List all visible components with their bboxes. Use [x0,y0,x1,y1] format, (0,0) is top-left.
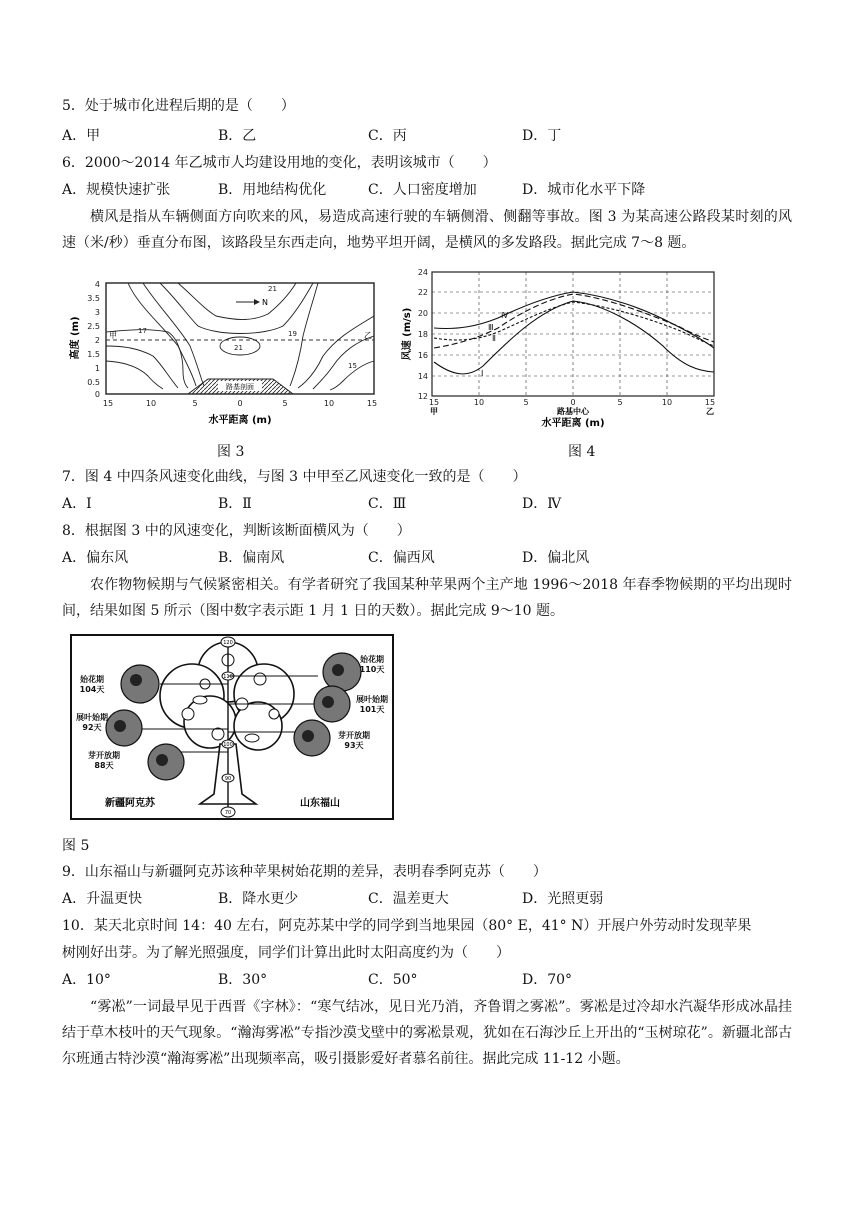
fig4-ytick: 14 [417,372,428,381]
q7-stem: 7．图 4 中四条风速变化曲线，与图 3 中甲至乙风速变化一致的是（ ） [62,469,527,485]
fig5-right-stage-name: 展叶始期 [356,695,388,704]
q9-options [62,889,782,909]
fig3-ylabel: 高度 (m) [70,316,81,360]
fig5-left-name: 新疆阿克苏 [105,798,155,809]
q8-options [62,548,782,568]
fig3-xtick: 10 [323,399,335,408]
fig5-left-stage-day: 104天 [79,685,105,694]
fig4-ytick: 16 [417,351,428,360]
fig4-xtick: 10 [473,398,485,407]
q6-stem: 6．2000～2014 年乙城市人均建设用地的变化，表明该城市（ ） [62,155,497,171]
fig3-xtick: 5 [192,399,198,408]
fig4-xtick: 15 [704,398,716,407]
fig3-contour-label: 21 [234,344,243,352]
fig4-series-label: Ⅳ [501,311,509,320]
fig4-xtick: 10 [661,398,673,407]
q10-stem-line1: 10．某天北京时间 14：40 左右，阿克苏某中学的同学到当地果园（80° E，41° N）开展户外劳动时发现苹果 [62,918,752,934]
q7-option-d: D．Ⅳ [522,496,562,512]
q5-option-c: C．丙 [368,128,407,144]
fig3-xtick: 15 [366,399,378,408]
q9-option-b: B．降水更少 [218,891,299,907]
fig5-scale-bottom: 70 [224,810,232,816]
q6-options [62,180,782,200]
fig3-ytick: 3.5 [87,294,100,303]
fig4-xlabel: 水平距离 (m) [541,418,605,429]
fig3-xtick: 0 [237,399,243,408]
fig3-ytick: 2.5 [87,322,100,331]
fig3-label-yi: 乙 [364,331,372,340]
fig5-caption: 图 5 [62,838,90,854]
fig3-ytick: 3 [94,308,100,317]
fig4-xtick: 5 [523,398,529,407]
fig3-ytick: 0 [94,390,100,399]
q5-option-d: D．丁 [522,128,562,144]
q6-option-a: A．规模快速扩张 [62,182,171,198]
figure-4-line-chart [398,266,728,434]
fig4-center-label: 路基中心 [557,407,589,416]
fig3-xtick: 5 [282,399,288,408]
fig3-ytick: 4 [94,280,100,289]
fig3-ytick: 0.5 [87,378,100,387]
q6-option-c: C．人口密度增加 [368,182,477,198]
q10-option-c: C．50° [368,972,418,988]
figure-5-apple-phenology [70,634,394,820]
figure-3-contour [68,266,388,436]
fig5-right-stage-day: 101天 [359,705,385,714]
fig4-ytick: 20 [417,309,428,318]
fig3-caption: 图 3 [217,444,245,460]
q10-options [62,970,782,990]
q10-option-d: D．70° [522,972,573,988]
fig4-series-label: Ⅰ [481,369,484,378]
fig5-scale-tick: 110 [223,674,233,680]
fig4-ytick: 22 [417,288,428,297]
q5-stem: 5．处于城市化进程后期的是（ ） [62,98,295,114]
fig3-contour-label: 21 [268,285,277,293]
fig5-right-name: 山东福山 [300,798,340,809]
fig3-contour-label: 17 [138,327,147,335]
q6-option-d: D．城市化水平下降 [522,182,646,198]
fig4-xtick: 5 [617,398,623,407]
fig4-ytick: 18 [417,330,428,339]
fig5-right-stage-day: 110天 [359,665,385,674]
q8-stem: 8．根据图 3 中的风速变化，判断该断面横风为（ ） [62,523,411,539]
q10-option-b: B．30° [218,972,268,988]
passage-rime: “雾凇”一词最早见于西晋《字林》：“寒气结冰，见日光乃消，齐鲁谓之雾凇”。雾凇是过冷却水汽凝华形成冰晶挂结于草木枝叶的天气现象。“瀚海雾凇”专指沙漠戈壁中的雾凇景观，犹如在石海沙丘上开出的“玉树琼花”。新疆北部古尔班通古特沙漠“瀚海雾凇”出现频率高，吸引摄影爱好者慕名前往。据此完成 11-12 小题。 [62,999,792,1067]
fig5-scale-tick: 100 [223,742,233,748]
fig4-ytick: 24 [417,268,428,277]
fig5-left-stage-day: 92天 [82,723,102,732]
fig4-series-label: Ⅲ [488,323,494,332]
fig4-label-jia: 甲 [430,407,438,416]
fig5-left-stage-name: 芽开放期 [88,751,120,760]
fig3-ytick: 1.5 [87,350,100,359]
fig4-xtick: 15 [428,398,440,407]
fig4-label-yi: 乙 [706,407,714,416]
fig5-right-stage-name: 芽开放期 [338,731,370,740]
q7-option-b: B．Ⅱ [218,496,252,512]
q9-option-d: D．光照更弱 [522,891,604,907]
fig5-left-stage-name: 始花期 [80,675,104,684]
fig3-roadbed-label: 路基剖面 [226,383,254,391]
fig3-contour-label: 15 [348,362,357,370]
q5-option-b: B．乙 [218,128,257,144]
q7-options [62,494,782,514]
q8-option-d: D．偏北风 [522,550,590,566]
fig3-north: N [262,298,268,307]
fig4-caption: 图 4 [568,444,596,460]
q5-option-a: A．甲 [62,128,101,144]
fig5-scale-top: 120 [223,640,233,646]
q7-option-a: A．Ⅰ [62,496,92,512]
q6-option-b: B．用地结构优化 [218,182,327,198]
q10-stem-line2: 树刚好出芽。为了解光照强度，同学们计算出此时太阳高度约为（ ） [62,945,510,961]
q9-stem: 9．山东福山与新疆阿克苏该种苹果树始花期的差异，表明春季阿克苏（ ） [62,864,547,880]
fig3-xtick: 15 [102,399,114,408]
fig5-left-stage-day: 88天 [94,761,114,770]
passage-phenology: 农作物物候期与气候紧密相关。有学者研究了我国某种苹果两个主产地 1996～2018 年春季物候期的平均出现时间，结果如图 5 所示（图中数字表示距 1 月 1 日的天数）。据此完成 9～10 题。 [62,577,792,619]
q8-option-c: C．偏西风 [368,550,435,566]
fig4-ytick: 12 [417,392,428,401]
q8-option-b: B．偏南风 [218,550,285,566]
q10-option-a: A．10° [62,972,111,988]
passage-crosswind: 横风是指从车辆侧面方向吹来的风，易造成高速行驶的车辆侧滑、侧翻等事故。图 3 为某高速公路段某时刻的风速（米/秒）垂直分布图，该路段呈东西走向，地势平坦开阔，是横风的多发路段。据此完成 7～8 题。 [62,209,792,251]
q9-option-a: A．升温更快 [62,891,143,907]
fig4-ylabel: 风速 (m/s) [402,307,413,361]
q7-option-c: C．Ⅲ [368,496,407,512]
fig5-right-stage-name: 始花期 [360,655,384,664]
fig3-ytick: 1 [94,364,100,373]
q9-option-c: C．温差更大 [368,891,449,907]
fig5-left-stage-name: 展叶始期 [76,713,108,722]
fig5-scale-tick: 90 [224,776,232,782]
fig3-contour-label: 19 [288,330,297,338]
fig4-series-label: Ⅱ [492,334,496,343]
fig3-label-jia: 甲 [109,331,117,340]
q8-option-a: A．偏东风 [62,550,129,566]
fig3-xtick: 10 [145,399,157,408]
fig3-ytick: 2 [94,336,100,345]
fig5-right-stage-day: 93天 [344,741,364,750]
fig4-xtick: 0 [570,398,576,407]
fig3-xlabel: 水平距离 (m) [208,415,272,426]
q5-options [62,126,782,146]
